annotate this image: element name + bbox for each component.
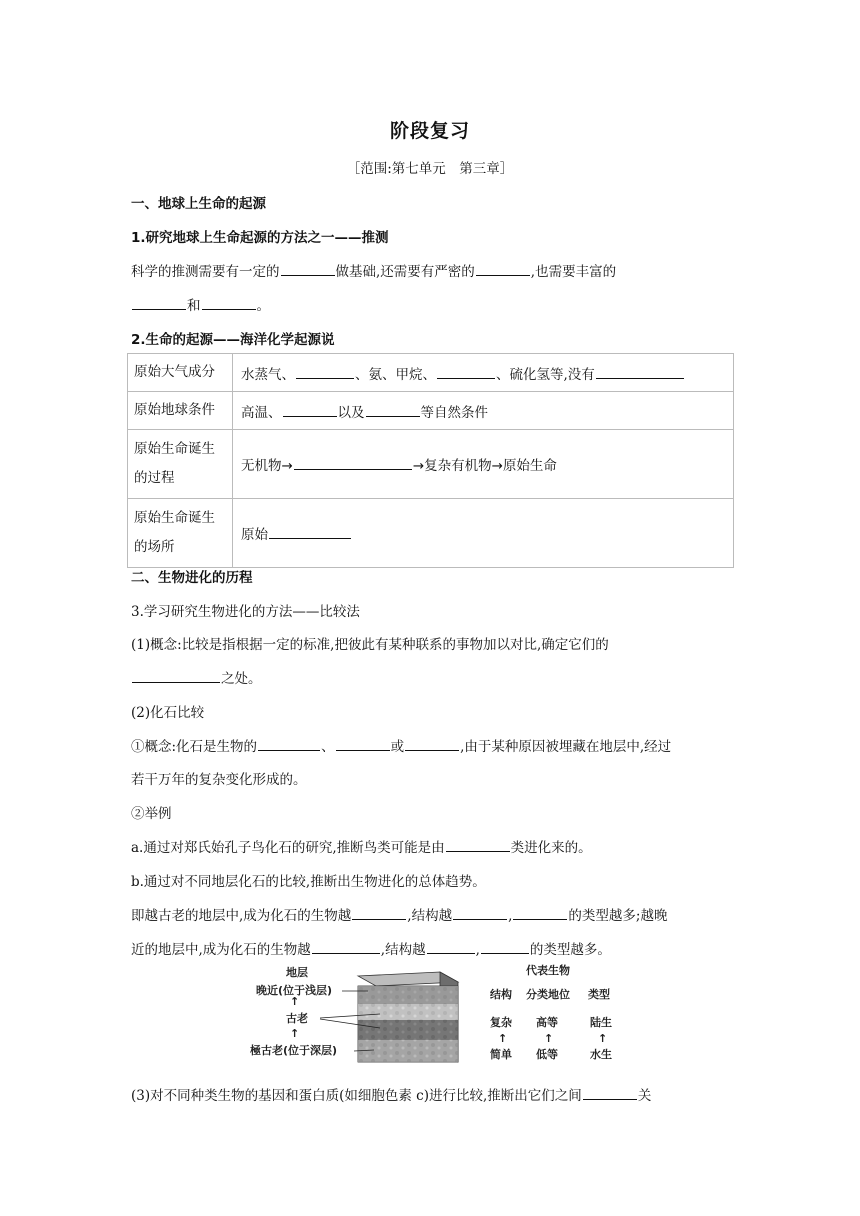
text-segment: 原始 <box>241 527 268 543</box>
label-lower: 低等 <box>536 1048 558 1061</box>
fill-blank[interactable] <box>312 939 380 954</box>
fill-blank[interactable] <box>453 905 507 920</box>
paragraph-fossil-compare: (2)化石比较 <box>131 705 205 721</box>
text-segment: 高温、 <box>241 404 282 421</box>
arrow-up-icon: ↑ <box>498 1032 508 1045</box>
row-value <box>233 354 734 392</box>
text-segment: 、 <box>321 739 335 755</box>
text-segment: 原始生命 <box>502 458 557 474</box>
paragraph-comparison-concept-cont <box>131 667 262 687</box>
table-row <box>128 499 734 568</box>
label-type: 类型 <box>588 988 610 1001</box>
text-segment: 的类型越多。 <box>529 942 611 958</box>
paragraph-trend-1 <box>131 904 667 924</box>
paragraph-fossil-concept-cont: 若干万年的复杂变化形成的。 <box>131 772 307 788</box>
label-terrestrial: 陆生 <box>590 1016 612 1029</box>
text-segment: 或 <box>390 739 405 755</box>
text-segment: (3)对不同种类生物的基因和蛋白质(如细胞色素 c)进行比较,推断出它们之间 <box>131 1088 582 1104</box>
text-segment: 关 <box>637 1088 652 1104</box>
fill-blank[interactable] <box>281 261 335 276</box>
row-value <box>233 430 734 499</box>
label-aquatic: 水生 <box>590 1048 612 1061</box>
paragraph-molecular-compare <box>131 1084 651 1104</box>
fill-blank[interactable] <box>132 295 186 310</box>
label-complex: 复杂 <box>490 1016 512 1029</box>
text-segment: 即越古老的地层中,成为化石的生物越 <box>131 908 352 924</box>
text-segment: 的类型越多;越晚 <box>568 908 668 924</box>
text-segment: 。 <box>256 298 270 314</box>
row-label <box>128 499 233 568</box>
arrow-up-icon: ↑ <box>598 1032 608 1045</box>
page-title: 阶段复习 <box>389 120 470 142</box>
paragraph-inference-cont <box>131 294 270 314</box>
table-row <box>128 392 734 430</box>
text-segment: a.通过对郑氏始孔子鸟化石的研究,推断鸟类可能是由 <box>131 840 445 856</box>
label-taxonomy: 分类地位 <box>526 988 570 1001</box>
fill-blank[interactable] <box>258 736 320 751</box>
label-representative: 代表生物 <box>526 964 570 977</box>
text-segment: 科学的推测需要有一定的 <box>131 264 280 280</box>
row-label-line: 的过程 <box>134 470 175 486</box>
label-very-old: 極古老(位于深层) <box>250 1044 338 1057</box>
paragraph-inference <box>131 260 616 280</box>
text-segment: 之处。 <box>221 671 262 687</box>
fill-blank[interactable] <box>202 295 256 310</box>
row-label-line: 原始生命诞生 <box>134 441 215 457</box>
arrow-up-icon: ↑ <box>290 995 300 1008</box>
label-structure: 结构 <box>490 988 512 1001</box>
text-segment: 、硫化氢等,没有 <box>496 366 595 383</box>
fill-blank[interactable] <box>481 939 529 954</box>
fill-blank[interactable] <box>366 402 420 417</box>
row-value <box>233 392 734 430</box>
label-higher: 高等 <box>536 1016 558 1029</box>
text-segment: , <box>475 942 480 958</box>
text-segment: 做基础,还需要有严密的 <box>335 264 475 280</box>
origin-of-life-table <box>127 353 734 568</box>
row-label: 原始大气成分 <box>128 354 233 392</box>
label-simple: 简单 <box>490 1048 512 1061</box>
fill-blank[interactable] <box>476 261 530 276</box>
text-segment: 等自然条件 <box>420 404 488 421</box>
text-segment: ,也需要丰富的 <box>530 264 617 280</box>
fill-blank[interactable] <box>296 364 354 379</box>
arrow-right-icon: → <box>281 458 293 474</box>
text-segment: ,结构越 <box>407 908 453 924</box>
row-label-line: 原始生命诞生 <box>134 510 215 526</box>
text-segment: ①概念:化石是生物的 <box>131 739 258 755</box>
fill-blank[interactable] <box>596 364 684 379</box>
text-segment: 无机物 <box>241 458 282 474</box>
text-segment: 以及 <box>337 404 365 421</box>
text-segment: ,由于某种原因被埋藏在地层中,经过 <box>460 739 672 755</box>
table-row <box>128 430 734 499</box>
fill-blank[interactable] <box>405 736 459 751</box>
fill-blank[interactable] <box>352 905 406 920</box>
scope-note: ［范围:第七单元 第三章］ <box>346 161 514 177</box>
paragraph-fossil-concept <box>131 735 671 755</box>
row-label-line: 的场所 <box>134 539 175 555</box>
fill-blank[interactable] <box>427 939 475 954</box>
fill-blank[interactable] <box>446 837 510 852</box>
strata-block-illustration <box>320 972 458 1062</box>
paragraph-trend-2 <box>131 938 611 958</box>
subheading-1: 1.研究地球上生命起源的方法之一——推测 <box>131 230 389 246</box>
text-segment: 、氨、甲烷、 <box>355 366 436 383</box>
text-segment: 和 <box>187 298 201 314</box>
text-segment: ,结构越 <box>380 942 426 958</box>
fill-blank[interactable] <box>269 524 351 539</box>
arrow-right-icon: → <box>412 458 425 474</box>
section-heading-2: 二、生物进化的历程 <box>131 570 253 586</box>
fill-blank[interactable] <box>583 1085 637 1100</box>
fill-blank[interactable] <box>336 736 390 751</box>
arrow-up-icon: ↑ <box>544 1032 554 1045</box>
arrow-up-icon: ↑ <box>290 1027 300 1040</box>
subheading-3: 3.学习研究生物进化的方法——比较法 <box>131 604 360 620</box>
paragraph-example-a <box>131 836 592 856</box>
arrow-right-icon: → <box>491 458 503 474</box>
text-segment: 类进化来的。 <box>510 840 592 856</box>
section-heading-1: 一、地球上生命的起源 <box>131 196 266 212</box>
text-segment: , <box>508 908 513 924</box>
row-label: 原始地球条件 <box>128 392 233 430</box>
fill-blank[interactable] <box>283 402 337 417</box>
fill-blank[interactable] <box>437 364 495 379</box>
label-old: 古老 <box>286 1012 308 1025</box>
row-value <box>233 499 734 568</box>
row-label <box>128 430 233 499</box>
label-recent: 晚近(位于浅层) <box>256 984 333 997</box>
fill-blank[interactable] <box>513 905 567 920</box>
label-strata: 地层 <box>286 966 308 979</box>
subheading-2: 2.生命的起源——海洋化学起源说 <box>131 332 335 348</box>
paragraph-comparison-concept: (1)概念:比较是指根据一定的标准,把彼此有某种联系的事物加以对比,确定它们的 <box>131 637 609 653</box>
text-segment: 近的地层中,成为化石的生物越 <box>131 942 311 958</box>
strata-figure <box>250 962 630 1072</box>
text-segment: 复杂有机物 <box>424 458 492 474</box>
fill-blank[interactable] <box>294 455 412 470</box>
table-row <box>128 354 734 392</box>
paragraph-example-b: b.通过对不同地层化石的比较,推断出生物进化的总体趋势。 <box>131 874 486 890</box>
text-segment: 水蒸气、 <box>241 366 295 383</box>
paragraph-examples: ②举例 <box>131 806 172 822</box>
fill-blank[interactable] <box>132 668 220 683</box>
